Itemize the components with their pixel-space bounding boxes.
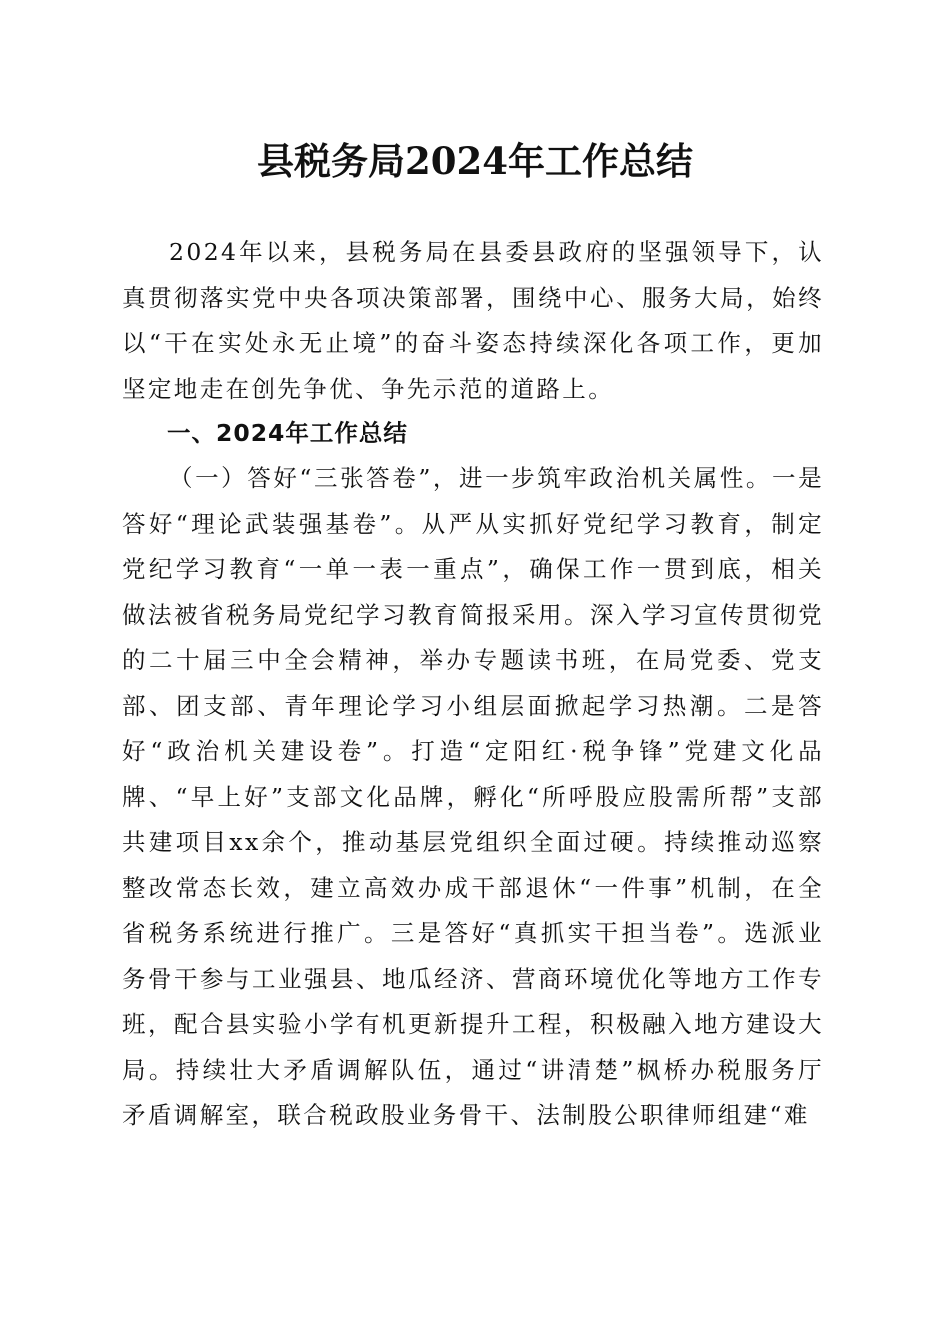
section-1-paragraph: （一）答好“三张答卷”，进一步筑牢政治机关属性。一是答好“理论武装强基卷”。从严从实抓好党纪学习教育，制定党纪学习教育“一单一表一重点”，确保工作一贯到底，相关做法被省税务局党纪学习教育简报采用。深入学习宣传贯彻党的二十届三中全会精神，举办专题读书班，在局党委、党支部、团支部、青年理论学习小组层面掀起学习热潮。二是答好“政治机关建设卷”。打造“定阳红·税争锋”党建文化品牌、“早上好”支部文化品牌，孵化“所呼股应股需所帮”支部共建项目xx余个，推动基层党组织全面过硬。持续推动巡察整改常态长效，建立高效办成干部退休“一件事”机制，在全省税务系统进行推广。三是答好“真抓实干担当卷”。选派业务骨干参与工业强县、地瓜经济、营商环境优化等地方工作专班，配合县实验小学有机更新提升工程，积极融入地方建设大局。持续壮大矛盾调解队伍，通过“讲清楚”枫桥办税服务厅矛盾调解室，联合税政股业务骨干、法制股公职律师组建“难 xyxy=(122,464,824,1129)
intro-paragraph: 2024年以来，县税务局在县委县政府的坚强领导下，认真贯彻落实党中央各项决策部署，围绕中心、服务大局，始终以“干在实处永无止境”的奋斗姿态持续深化各项工作，更加坚定地走在创先争优、争先示范的道路上。 xyxy=(122,238,824,403)
document-title: 县税务局2024年工作总结 xyxy=(257,139,693,183)
section-heading-1: 一、2024年工作总结 xyxy=(167,419,408,447)
